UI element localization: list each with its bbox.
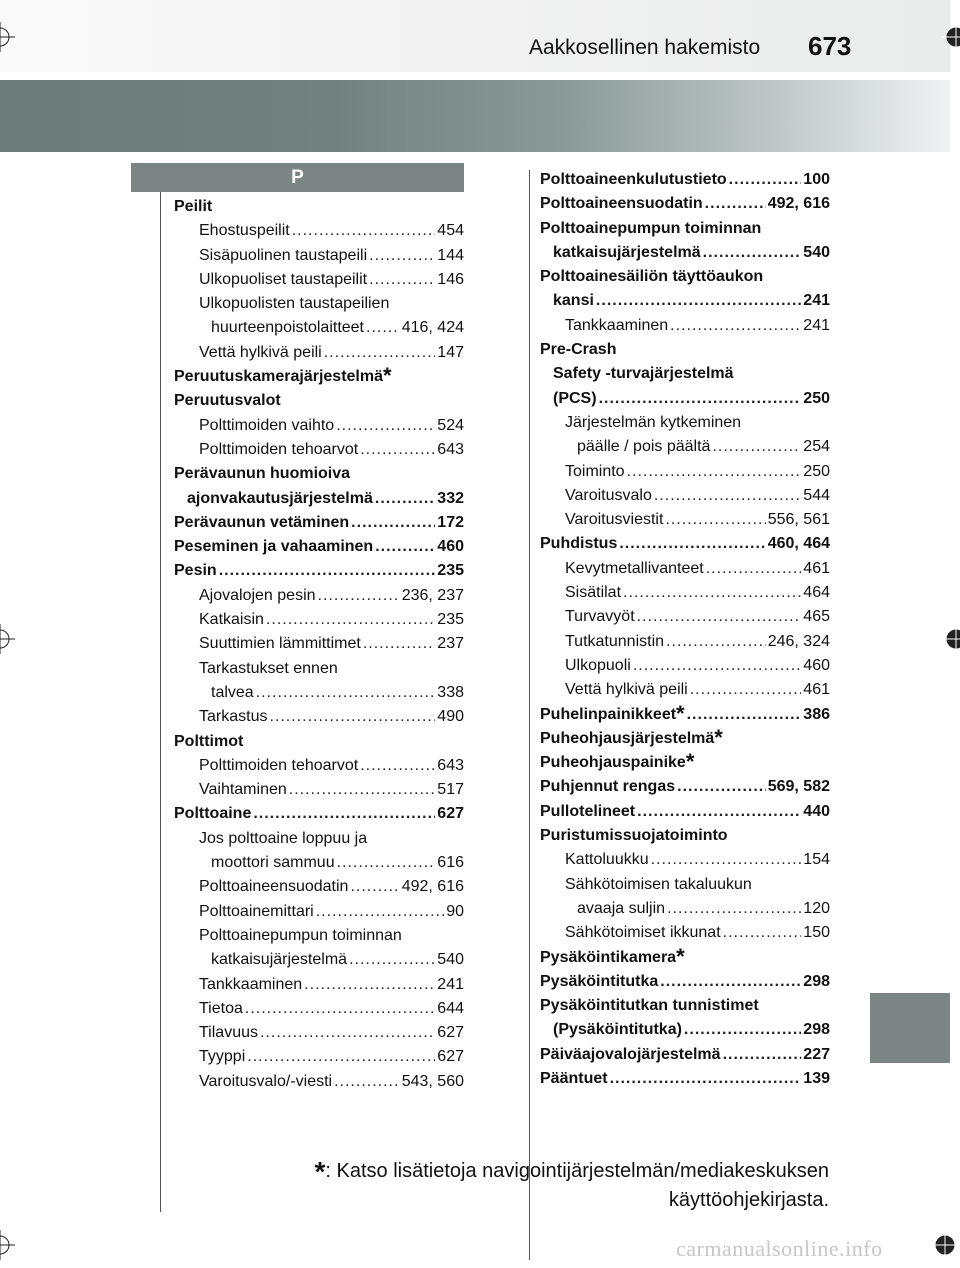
index-entry	[540, 775, 830, 799]
dot-leader	[349, 948, 435, 972]
index-entry-term: Polttoainemittari	[199, 902, 314, 920]
index-entry	[174, 487, 464, 511]
section-letter-header: P	[131, 163, 464, 192]
index-entry	[540, 1043, 830, 1067]
index-entry: Puheohjausjärjestelmä *	[540, 724, 723, 750]
index-entry-page: 250	[803, 462, 830, 480]
index-entry-term: Tutkatunnistin	[565, 632, 665, 650]
footnote-line-1: : Katso lisätietoja navigointijärjestelmän/mediakeskuksen	[325, 1160, 829, 1182]
index-entry-page: 454	[437, 222, 464, 240]
index-entry-term: (Pysäköintitutka)	[553, 1021, 682, 1039]
index-entry-term: Päiväajovalojärjestelmä	[540, 1045, 721, 1063]
index-entry	[540, 217, 830, 241]
dot-leader	[260, 1021, 435, 1045]
dot-leader	[266, 608, 435, 632]
index-entry	[540, 435, 830, 459]
index-entry-term: Polttoainesäiliön täyttöaukon	[540, 268, 764, 286]
index-entry	[174, 438, 464, 462]
index-entry-term: Pullotelineet	[540, 802, 636, 820]
dot-leader	[360, 438, 435, 462]
index-entry-page: 147	[437, 343, 464, 361]
index-entry-page: 90	[446, 902, 464, 920]
index-side-tab	[870, 993, 950, 1063]
index-entry	[540, 1067, 830, 1091]
dot-leader	[670, 314, 801, 338]
index-entry-term: Perävaunun vetäminen	[174, 513, 350, 531]
index-entry-page: 492, 616	[767, 195, 830, 213]
index-entry-page: 540	[437, 951, 464, 969]
index-entry-term: Polttimoiden tehoarvot	[199, 756, 359, 774]
index-entry	[174, 389, 464, 413]
dot-leader	[337, 851, 436, 875]
index-entry	[174, 900, 464, 924]
index-entry-term: Puheohjauspainike	[540, 754, 686, 772]
dot-leader	[705, 192, 766, 216]
dot-leader	[627, 460, 802, 484]
index-entry-page: 144	[437, 246, 464, 264]
index-entry-page: 627	[437, 805, 464, 823]
index-entry-term: Varoitusvalo/-viesti	[199, 1072, 333, 1090]
index-entry-term: moottori sammuu	[211, 854, 335, 872]
index-entry	[540, 824, 830, 848]
index-entry-term: katkaisujärjestelmä	[553, 243, 701, 261]
dot-leader	[596, 289, 801, 313]
index-entry-term: Vettä hylkivä peili	[565, 681, 688, 699]
dot-leader	[253, 802, 435, 826]
dot-leader	[687, 703, 802, 727]
index-entry-page: 241	[803, 316, 830, 334]
index-entry-page: 644	[437, 999, 464, 1017]
dot-leader	[350, 875, 399, 899]
index-entry	[174, 875, 464, 899]
index-entry-page: 241	[437, 975, 464, 993]
index-entry-page: 236, 237	[401, 586, 464, 604]
column-divider	[529, 170, 530, 1260]
index-entry-term: Ajovalojen pesin	[199, 586, 316, 604]
index-entry	[540, 508, 830, 532]
index-entry	[540, 532, 830, 556]
index-entry	[174, 268, 464, 292]
index-entry-term: Safety -turvajärjestelmä	[553, 365, 734, 383]
index-entry-page: 543, 560	[401, 1072, 464, 1090]
index-entry	[174, 851, 464, 875]
index-entry-term: Turvavyöt	[565, 608, 635, 626]
index-entry-page: 544	[803, 486, 830, 504]
index-entry	[174, 584, 464, 608]
index-entry	[174, 195, 464, 219]
dot-leader	[703, 241, 802, 265]
footnote	[269, 1153, 829, 1215]
dot-leader	[360, 754, 435, 778]
index-entry	[174, 802, 464, 826]
index-entry-page: 465	[803, 608, 830, 626]
index-entry-term: Järjestelmän kytkeminen	[565, 413, 742, 431]
index-entry-page: 627	[437, 1048, 464, 1066]
index-entry	[540, 654, 830, 678]
dot-leader	[633, 654, 801, 678]
index-entry	[174, 973, 464, 997]
index-entry-term: Polttimot	[174, 732, 244, 750]
index-entry-page: 254	[803, 438, 830, 456]
index-entry	[174, 316, 464, 340]
index-entry-term: Puhelinpainikkeet	[540, 705, 677, 723]
index-entry-term: Tarkastus	[199, 708, 268, 726]
index-entry-term: avaaja suljin	[577, 899, 666, 917]
index-entry-page: 540	[803, 243, 830, 261]
index-entry-page: 250	[803, 389, 830, 407]
index-entry	[540, 338, 830, 362]
index-entry-term: Suuttimien lämmittimet	[199, 635, 361, 653]
dot-leader	[318, 584, 400, 608]
index-entry	[174, 705, 464, 729]
index-entry	[540, 1018, 830, 1042]
index-entry-term: Polttimoiden tehoarvot	[199, 440, 359, 458]
index-entry-term: ajonvakautusjärjestelmä	[187, 489, 373, 507]
left-column-rule	[160, 192, 161, 1212]
index-entry	[174, 827, 464, 851]
dot-leader	[660, 970, 801, 994]
index-entry-term: Sähkötoimisen takaluukun	[565, 875, 752, 893]
index-entry-term: Peseminen ja vahaaminen	[174, 538, 374, 556]
dot-leader	[369, 268, 435, 292]
index-entry-term: kansi	[553, 292, 594, 310]
index-entry-page: 492, 616	[401, 878, 464, 896]
index-entry	[540, 460, 830, 484]
dot-leader	[289, 778, 436, 802]
footnote-asterisk: *	[314, 1156, 326, 1187]
index-entry-page: 120	[803, 899, 830, 917]
index-entry	[540, 678, 830, 702]
index-entry-term: Puheohjausjärjestelmä	[540, 729, 715, 747]
index-entry	[540, 630, 830, 654]
dot-leader	[375, 487, 435, 511]
dot-leader	[706, 557, 802, 581]
page-title: Aakkosellinen hakemisto	[529, 36, 761, 59]
index-entry-page: 490	[437, 708, 464, 726]
index-column-left	[174, 195, 464, 1094]
index-entry-page: 524	[437, 416, 464, 434]
dot-leader	[667, 897, 801, 921]
index-entry-page: 235	[437, 611, 464, 629]
index-entry-page: 461	[803, 681, 830, 699]
index-entry	[540, 411, 830, 435]
dot-leader	[366, 316, 400, 340]
index-entry-page: 235	[437, 562, 464, 580]
index-entry-page: 150	[803, 924, 830, 942]
index-entry	[174, 778, 464, 802]
index-entry-page: 139	[803, 1069, 830, 1087]
dot-leader	[599, 387, 802, 411]
index-entry-term: Sähkötoimiset ikkunat	[565, 924, 721, 942]
index-entry-term: Peruutuskamerajärjestelmä	[174, 368, 383, 386]
index-entry-term: Toiminto	[565, 462, 625, 480]
index-entry	[540, 314, 830, 338]
dot-leader	[324, 341, 436, 365]
dot-leader	[336, 414, 435, 438]
index-entry-term: Pääntuet	[540, 1069, 608, 1087]
dot-leader	[334, 1070, 400, 1094]
index-entry-page: 440	[803, 802, 830, 820]
index-entry-page: 227	[803, 1045, 830, 1063]
dot-leader	[375, 535, 435, 559]
index-entry-term: Vettä hylkivä peili	[199, 343, 322, 361]
index-entry	[174, 1045, 464, 1069]
index-entry	[540, 192, 830, 216]
index-entry-term: Kevytmetallivanteet	[565, 559, 704, 577]
index-entry-term: Ehostuspeilit	[199, 222, 290, 240]
index-entry: Puheohjauspainike *	[540, 749, 695, 775]
crop-mark-icon	[0, 22, 15, 52]
index-entry: Peruutuskamerajärjestelmä *	[174, 363, 392, 389]
index-entry-term: Tyyppi	[199, 1048, 246, 1066]
index-entry-page: 241	[803, 292, 830, 310]
index-entry	[174, 681, 464, 705]
dot-leader	[637, 800, 801, 824]
index-entry-term: Pysäköintitutka	[540, 972, 659, 990]
index-entry	[540, 848, 830, 872]
index-entry-term: Kattoluukku	[565, 851, 649, 869]
dot-leader	[292, 219, 436, 243]
crop-mark-icon	[941, 22, 960, 52]
index-entry	[540, 800, 830, 824]
index-entry-page: 460, 464	[767, 535, 830, 553]
footnote-line-2: käyttöohjekirjasta.	[668, 1189, 829, 1211]
index-entry	[540, 289, 830, 313]
dot-leader	[369, 244, 435, 268]
index-entry	[174, 997, 464, 1021]
index-entry-term: Tankkaaminen	[565, 316, 669, 334]
index-column-right	[540, 168, 830, 1091]
index-entry	[174, 292, 464, 316]
index-entry-term: Jos polttoaine loppuu ja	[199, 829, 368, 847]
dot-leader	[256, 681, 436, 705]
dot-leader	[665, 508, 765, 532]
watermark: carmanualsonline.info	[676, 1236, 883, 1261]
index-entry	[540, 873, 830, 897]
index-entry-page: 154	[803, 851, 830, 869]
index-entry-term: päälle / pois päältä	[577, 438, 711, 456]
index-entry-term: Sisäpuolinen taustapeili	[199, 246, 368, 264]
index-entry	[540, 241, 830, 265]
index-entry-page: 100	[803, 171, 830, 188]
dot-leader	[247, 1045, 435, 1069]
index-entry-term: Polttimoiden vaihto	[199, 416, 335, 434]
index-entry-term: Polttoaineenkulutustieto	[540, 171, 727, 188]
index-entry-term: Katkaisin	[199, 611, 264, 629]
dot-leader	[623, 581, 801, 605]
index-entry-term: Polttoaine	[174, 805, 252, 823]
index-entry	[174, 462, 464, 486]
dot-leader	[269, 705, 435, 729]
index-entry-term: Puhdistus	[540, 535, 618, 553]
dot-leader	[684, 1018, 801, 1042]
index-entry	[540, 484, 830, 508]
index-entry-page: 338	[437, 683, 464, 701]
dot-leader	[651, 848, 802, 872]
index-entry-page: 556, 561	[767, 511, 830, 529]
crop-mark-icon	[0, 1230, 15, 1260]
index-entry	[174, 1021, 464, 1045]
index-entry	[540, 605, 830, 629]
index-entry-page: 616	[437, 854, 464, 872]
index-entry	[174, 511, 464, 535]
index-entry-term: Tilavuus	[199, 1024, 258, 1042]
index-entry: Puhelinpainikkeet * ..... 386	[540, 703, 830, 727]
index-entry	[174, 341, 464, 365]
dot-leader	[723, 1043, 802, 1067]
index-entry-term: Sisätilat	[565, 584, 622, 602]
index-entry	[174, 924, 464, 948]
index-entry	[174, 608, 464, 632]
index-entry-page: 460	[803, 656, 830, 674]
index-entry	[174, 414, 464, 438]
index-entry-term: Polttoaineensuodatin	[540, 195, 703, 213]
index-entry	[174, 535, 464, 559]
index-entry-page: 237	[437, 635, 464, 653]
index-entry-term: Ulkopuolisten taustapeilien	[199, 295, 390, 313]
index-entry-term: Peruutusvalot	[174, 392, 281, 410]
index-entry-term: Tietoa	[199, 999, 243, 1017]
index-entry-term: (PCS)	[553, 389, 597, 407]
dot-leader	[316, 900, 444, 924]
index-entry	[174, 948, 464, 972]
index-entry-term: Polttoainepumpun toiminnan	[199, 926, 402, 944]
index-entry-term: Tankkaaminen	[199, 975, 303, 993]
index-entry-term: Perävaunun huomioiva	[174, 465, 351, 483]
index-entry-term: Polttoaineensuodatin	[199, 878, 349, 896]
dot-leader	[723, 921, 802, 945]
index-entry-term: Pesin	[174, 562, 217, 580]
dot-leader	[219, 559, 436, 583]
dot-leader	[304, 973, 435, 997]
index-entry-term: katkaisujärjestelmä	[211, 951, 348, 969]
index-entry-term: Pre-Crash	[540, 341, 617, 359]
index-entry-page: 460	[437, 538, 464, 556]
index-entry	[174, 730, 464, 754]
dot-leader	[654, 484, 801, 508]
index-entry-term: Ulkopuoliset taustapeilit	[199, 270, 368, 288]
index-entry-term: Ulkopuoli	[565, 656, 631, 674]
index-entry	[540, 921, 830, 945]
index-entry	[174, 754, 464, 778]
index-entry-term: Pysäköintikamera	[540, 948, 677, 966]
index-entry-page: 517	[437, 781, 464, 799]
index-entry-page: 298	[803, 972, 830, 990]
dot-leader	[637, 605, 802, 629]
dot-leader	[351, 511, 435, 535]
index-entry-page: 461	[803, 559, 830, 577]
crop-mark-icon	[930, 1230, 960, 1260]
index-entry	[174, 1070, 464, 1094]
index-entry-term: Varoitusvalo	[565, 486, 652, 504]
index-entry	[540, 994, 830, 1018]
dot-leader	[712, 435, 801, 459]
dot-leader	[666, 630, 766, 654]
index-entry-page: 298	[803, 1021, 830, 1039]
index-entry	[540, 168, 830, 192]
index-entry-page: 332	[437, 489, 464, 507]
crop-mark-icon	[0, 624, 15, 654]
index-entry	[540, 387, 830, 411]
index-entry	[540, 970, 830, 994]
index-entry-page: 246, 324	[767, 632, 830, 650]
index-entry-term: talvea	[211, 683, 254, 701]
dot-leader	[690, 678, 802, 702]
dot-leader	[619, 532, 765, 556]
index-entry	[540, 897, 830, 921]
index-entry	[174, 632, 464, 656]
index-entry	[540, 581, 830, 605]
index-entry	[174, 219, 464, 243]
crop-mark-icon	[941, 624, 960, 654]
index-entry-page: 416, 424	[401, 319, 464, 337]
index-entry-term: Puhjennut rengas	[540, 778, 676, 796]
index-entry-term: Vaihtaminen	[199, 781, 287, 799]
index-entry: Pysäköintikamera *	[540, 943, 685, 969]
dot-leader	[363, 632, 435, 656]
dot-leader	[677, 775, 766, 799]
index-entry-term: Peilit	[174, 198, 213, 215]
index-entry-page: 643	[437, 756, 464, 774]
page-number: 673	[808, 31, 852, 61]
index-entry-term: Puristumissuojatoiminto	[540, 827, 728, 845]
dot-leader	[245, 997, 435, 1021]
index-entry-page: 643	[437, 440, 464, 458]
index-entry-page: 146	[437, 270, 464, 288]
index-entry	[174, 657, 464, 681]
index-entry-page: 172	[437, 513, 464, 531]
dot-leader	[729, 168, 802, 192]
index-entry	[174, 244, 464, 268]
index-entry-page: 386	[803, 705, 830, 723]
index-entry-term: Polttoainepumpun toiminnan	[540, 219, 762, 237]
index-entry-term: Pysäköintitutkan tunnistimet	[540, 997, 759, 1015]
header-gradient-bar	[0, 80, 950, 152]
index-entry-page: 569, 582	[767, 778, 830, 796]
index-entry-page: 627	[437, 1024, 464, 1042]
index-entry-term: huurteenpoistolaitteet	[211, 319, 364, 337]
index-entry-page: 464	[803, 584, 830, 602]
index-entry-term: Tarkastukset ennen	[199, 659, 338, 677]
index-entry	[540, 265, 830, 289]
index-entry	[174, 559, 464, 583]
dot-leader	[610, 1067, 802, 1091]
index-entry-term: Varoitusviestit	[565, 511, 664, 529]
index-entry	[540, 557, 830, 581]
index-entry	[540, 362, 830, 386]
